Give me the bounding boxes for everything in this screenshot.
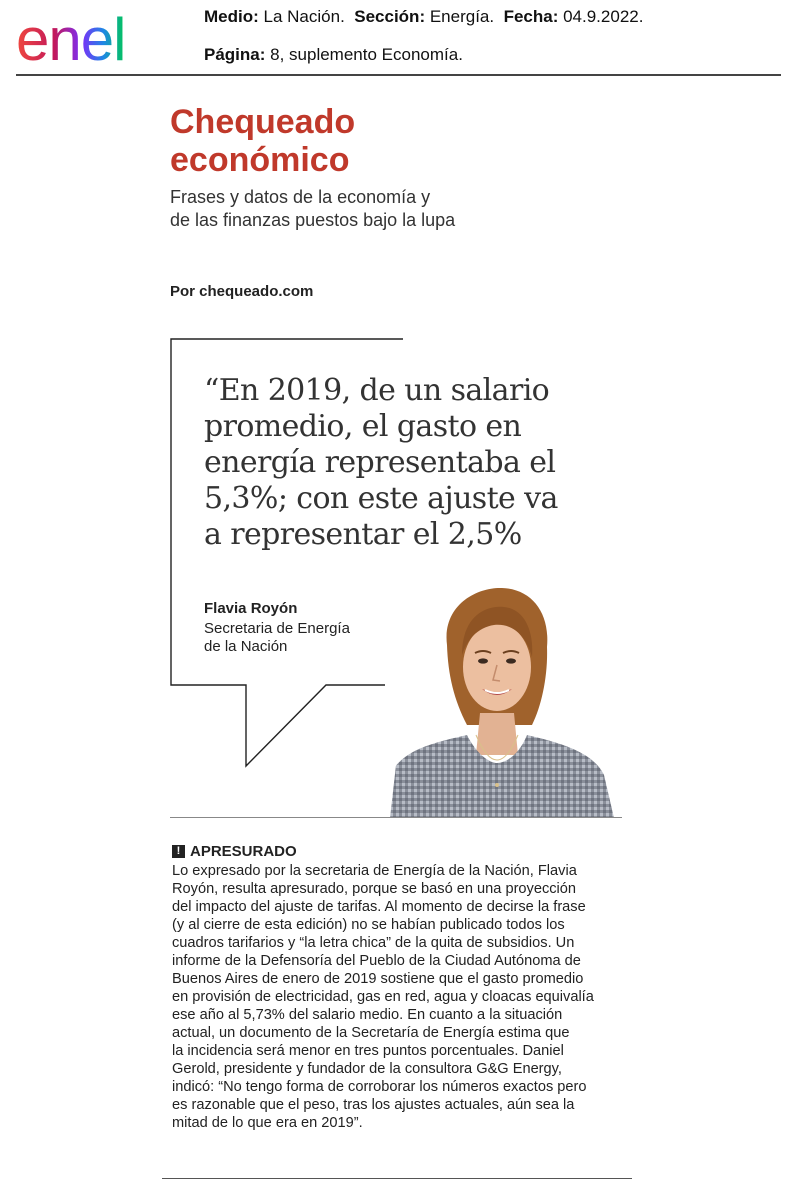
title-line: Chequeado	[170, 103, 356, 141]
body-line: ese año al 5,73% del salario medio. En cuanto a la situación	[172, 1007, 563, 1023]
document-metadata	[204, 6, 643, 82]
body-line: Buenos Aires de enero de 2019 sostiene que el gasto promedio	[172, 971, 584, 987]
seccion-value: Energía.	[429, 7, 495, 26]
medio-label: Medio:	[204, 7, 259, 26]
body-line: cuadros tarifarios y “la letra chica” de la quita de subsidios. Un	[172, 935, 575, 951]
subtitle-line: Frases y datos de la economía y	[170, 187, 431, 207]
article-subtitle	[170, 186, 455, 232]
body-line: Lo expresado por la secretaria de Energía de la Nación, Flavia	[172, 863, 577, 879]
quote-line: a representar el 2,5%	[204, 517, 522, 552]
title-line: económico	[170, 141, 350, 179]
body-line: del impacto del ajuste de tarifas. Al momento de decirse la frase	[172, 899, 586, 915]
article-title	[170, 103, 355, 179]
exclamation-icon: !	[172, 845, 185, 858]
seccion-label: Sección:	[354, 7, 426, 26]
verdict-heading	[172, 843, 297, 860]
body-line: mitad de lo que era en 2019”.	[172, 1115, 363, 1131]
quote-line: energía representaba el	[204, 445, 556, 480]
enel-logo	[16, 10, 176, 68]
portrait-photo	[372, 585, 617, 818]
pull-quote	[204, 373, 624, 553]
body-line: Royón, resulta apresurado, porque se basó en una proyección	[172, 881, 577, 897]
quote-line: “En 2019, de un salario	[204, 373, 550, 408]
body-line: la incidencia será menor en tres puntos porcentuales. Daniel	[172, 1043, 564, 1059]
fecha-value: 04.9.2022.	[563, 7, 644, 26]
quote-divider	[170, 817, 622, 818]
body-line: informe de la Defensoría del Pueblo de la Ciudad Autónoma de	[172, 953, 581, 969]
quote-line: 5,3%; con este ajuste va	[204, 481, 558, 516]
header-divider	[16, 74, 781, 76]
svg-text:enel: enel	[16, 10, 126, 68]
body-line: (y al cierre de esta edición) no se habían publicado todos los	[172, 917, 565, 933]
subtitle-line: de las finanzas puestos bajo la lupa	[170, 210, 456, 230]
body-line: Gerold, presidente y fundador de la consultora G&G Energy,	[172, 1061, 562, 1077]
body-line: es razonable que el peso, tras los ajustes actuales, aún sea la	[172, 1097, 575, 1113]
quote-line: promedio, el gasto en	[204, 409, 522, 444]
byline: Por chequeado.com	[170, 283, 314, 300]
fecha-label: Fecha:	[503, 7, 559, 26]
footer-divider	[162, 1178, 632, 1179]
medio-value: La Nación.	[263, 7, 345, 26]
pagina-value: 8, suplemento Economía.	[270, 45, 463, 64]
author-role-line: de la Nación	[204, 638, 288, 655]
author-name: Flavia Royón	[204, 600, 298, 617]
body-line: actual, un documento de la Secretaría de Energía estima que	[172, 1025, 570, 1041]
body-line: indicó: “No tengo forma de corroborar los números exactos pero	[172, 1079, 587, 1095]
author-role-line: Secretaria de Energía	[204, 620, 350, 637]
body-line: en provisión de electricidad, gas en red, agua y cloacas equivalía	[172, 989, 594, 1005]
pagina-label: Página:	[204, 45, 266, 64]
verdict-label: APRESURADO	[190, 843, 297, 860]
article-body	[172, 862, 630, 1132]
